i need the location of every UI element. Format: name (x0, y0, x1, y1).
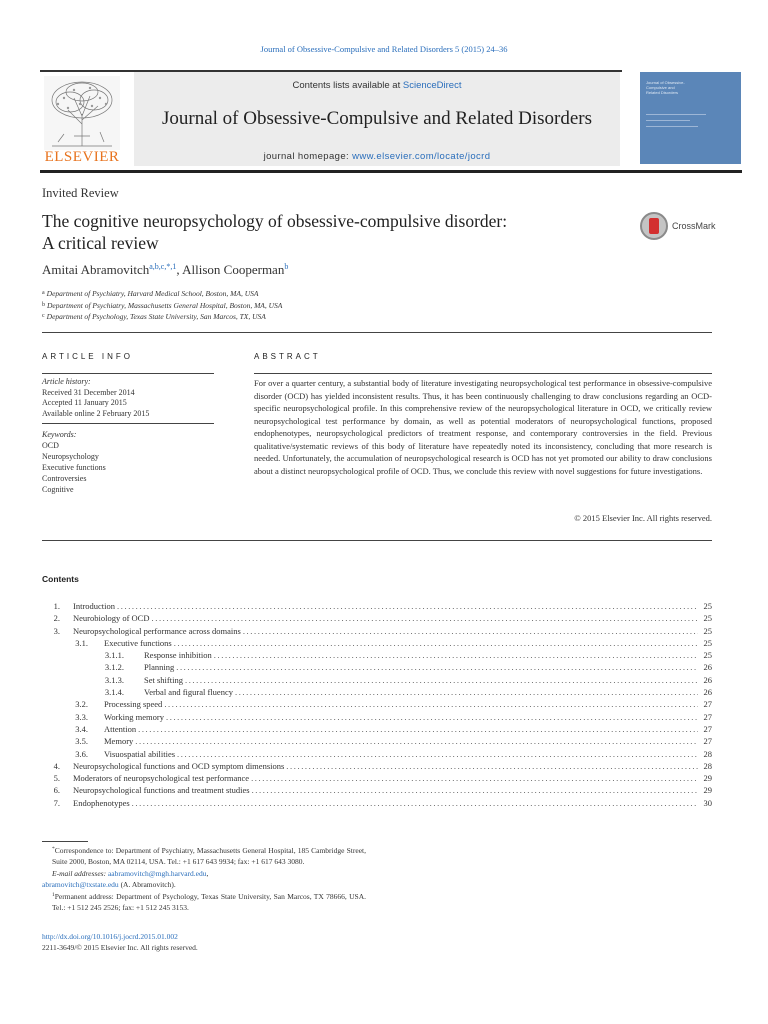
email-link[interactable]: abramovitch@txstate.edu (42, 879, 119, 889)
abstract-heading: ABSTRACT (254, 352, 321, 361)
toc-leader (115, 600, 698, 612)
title-line-1: The cognitive neuropsychology of obsessive-compulsive disorder: (42, 211, 508, 231)
crossmark-label: CrossMark (672, 221, 716, 231)
affiliation-text: Department of Psychiatry, Massachusetts General Hospital, Boston, MA, USA (47, 300, 283, 310)
accepted-date: Accepted 11 January 2015 (42, 398, 127, 407)
correspondence-footnote (42, 844, 366, 868)
footnote-mark: * (52, 846, 55, 852)
toc-number: 7. (53, 797, 60, 808)
toc-number: 3.2. (75, 699, 88, 710)
author-affiliation-marks[interactable]: b (284, 262, 289, 271)
affiliation-key: a (42, 290, 45, 296)
abstract-rule (254, 373, 712, 374)
sciencedirect-link[interactable]: ScienceDirect (402, 80, 462, 91)
journal-cover-image[interactable] (640, 72, 741, 164)
email-label: E-mail addresses: (52, 868, 107, 878)
toc-number: 2. (53, 613, 60, 624)
crossmark-button[interactable] (640, 212, 720, 242)
toc-label[interactable]: Introduction (73, 601, 116, 611)
abstract-text: For over a quarter century, a substantial body of literature investigating neuropsychological test performance in obsessive-compulsive disorder (OCD) has yielded inconsistent results. Thus, it has been continuously challenging to draw conclusions regarding an OCD-specific neuropsychological profile. In this comprehensive review of the neuropsychological literature in OCD, we critically review neuropsychological test performance by domain, as well as potential moderators of neuropsychological functions, proposed endophenotypes, neuropsychological predictors of treatment response, and contemporary controversies in the field. Previous qualitative/systematic reviews of this body of literature have repeatedly noted its inconsistency, concluding that more research is needed. Unfortunately, the accumulation of neuropsychological research is OCD has not yet promoted our ability to draw conclusions about a distinct neuropsychological profile of OCD. Thus, we conclude this review with novel suggestions for future investigations. (254, 378, 712, 476)
cover-line (646, 120, 690, 121)
toc-leader (233, 686, 698, 698)
article-info-heading: ARTICLE INFO (42, 352, 133, 361)
toc-label[interactable]: Endophenotypes (73, 797, 130, 808)
author-name[interactable]: Allison Cooperman (182, 262, 285, 277)
toc-label[interactable]: Neuropsychological functions and OCD symptom dimensions (73, 760, 285, 771)
toc-page[interactable]: 27 (703, 699, 712, 710)
toc-page[interactable]: 27 (703, 736, 712, 747)
toc-page[interactable]: 26 (703, 662, 712, 673)
author-affiliation-marks[interactable]: a,b,c,*,1 (149, 262, 177, 271)
toc-page[interactable]: 25 (703, 637, 712, 648)
toc-entry[interactable] (42, 797, 712, 809)
toc-leader (150, 612, 699, 624)
email-suffix: (A. Abramovitch). (118, 879, 176, 889)
toc-entry[interactable] (42, 735, 712, 747)
toc-leader (162, 698, 698, 710)
toc-label[interactable]: Set shifting (144, 674, 183, 685)
toc-number: 3.6. (75, 748, 88, 759)
toc-number: 3.4. (75, 723, 88, 734)
title-line-2: A critical review (42, 233, 159, 253)
toc-number: 3.1. (75, 637, 88, 648)
toc-page[interactable]: 26 (703, 674, 712, 685)
toc-label[interactable]: Working memory (104, 711, 164, 722)
permanent-address-footnote (42, 890, 366, 914)
toc-number: 3.1.2. (104, 662, 124, 673)
cover-line (646, 114, 706, 115)
toc-page[interactable]: 25 (703, 601, 712, 611)
publisher-name: ELSEVIER (44, 149, 120, 165)
toc-leader (284, 760, 698, 772)
toc-label[interactable]: Neurobiology of OCD (73, 613, 150, 624)
elsevier-tree-icon (44, 76, 120, 150)
keywords-label: Keywords: (42, 430, 77, 439)
affiliation-text: Department of Psychology, Texas State University, San Marcos, TX, USA (46, 312, 266, 321)
toc-label[interactable]: Moderators of neuropsychological test performance (73, 773, 250, 784)
toc-entry[interactable] (42, 612, 712, 624)
toc-leader (133, 735, 698, 747)
toc-entry[interactable] (42, 772, 712, 784)
journal-reference[interactable]: Journal of Obsessive-Compulsive and Related Disorders 5 (2015) 24–36 (260, 44, 508, 54)
toc-label[interactable]: Neuropsychological functions and treatment studies (73, 785, 250, 796)
author-separator: , (176, 262, 183, 277)
journal-masthead (40, 70, 742, 174)
toc-entry[interactable] (42, 748, 712, 760)
affiliation-text: Department of Psychiatry, Harvard Medical School, Boston, MA, USA (46, 289, 259, 298)
keyword: Neuropsychology (42, 452, 99, 461)
keyword: Controversies (42, 474, 87, 483)
toc-leader (241, 625, 698, 637)
toc-page[interactable]: 27 (703, 723, 712, 734)
toc-label[interactable]: Attention (104, 723, 137, 734)
article-info-rule (42, 373, 214, 374)
journal-homepage-link[interactable]: www.elsevier.com/locate/jocrd (352, 151, 491, 162)
toc-number: 4. (53, 760, 60, 771)
toc-entry[interactable] (42, 625, 712, 637)
toc-leader (136, 723, 698, 735)
online-date: Available online 2 February 2015 (42, 408, 150, 418)
toc-leader (130, 797, 698, 809)
toc-entry[interactable] (42, 723, 712, 735)
toc-number: 5. (53, 773, 60, 784)
article-title (42, 210, 602, 254)
footnote-text: Correspondence to: Department of Psychiatry, Massachusetts General Hospital, 185 Cambridge Street, Suite 2000, Boston, MA 02114, USA. Tel.: +1 617 643 9934; fax: +1 617 643 3080. (52, 846, 366, 867)
section-divider (42, 540, 712, 541)
toc-number: 3.1.4. (104, 687, 124, 698)
cover-line (646, 126, 698, 127)
masthead-center (134, 72, 620, 166)
keyword: Executive functions (42, 463, 106, 472)
contents-available-line: Contents lists available at ScienceDirect (292, 80, 462, 91)
toc-entry[interactable] (42, 760, 712, 772)
toc-page[interactable]: 25 (703, 613, 712, 624)
footnote-rule (42, 841, 88, 842)
toc-number: 6. (53, 785, 60, 796)
email-footnote-cont (42, 879, 366, 890)
keyword: Cognitive (42, 485, 74, 494)
section-divider (42, 332, 712, 333)
toc-page[interactable]: 29 (703, 785, 712, 796)
crossmark-icon (640, 212, 668, 240)
toc-page[interactable]: 25 (703, 650, 712, 661)
cover-title: Journal of Obsessive-Compulsive and Related Disorders (646, 80, 685, 95)
received-date: Received 31 December 2014 (42, 387, 135, 397)
toc-page[interactable]: 28 (703, 748, 712, 759)
toc-label[interactable]: Processing speed (104, 699, 163, 710)
toc-label[interactable]: Visuospatial abilities (104, 748, 176, 759)
masthead-bottom-rule (40, 170, 742, 173)
keywords (42, 429, 214, 495)
email-footnote: E-mail addresses: aabramovitch@mgh.harvard.edu, (52, 868, 209, 878)
toc-leader (183, 674, 698, 686)
affiliation (42, 288, 282, 300)
toc-number: 1. (53, 601, 60, 611)
affiliation (42, 311, 282, 323)
toc-label[interactable]: Neuropsychological performance across domains (73, 625, 241, 636)
affiliation-key: b (42, 301, 45, 308)
toc-entry[interactable] (42, 661, 712, 673)
author-list (42, 262, 288, 278)
toc-label[interactable]: Planning (144, 662, 175, 673)
elsevier-logo[interactable] (40, 76, 124, 168)
toc-label[interactable]: Response inhibition (144, 650, 212, 661)
contents-heading: Contents (42, 574, 79, 584)
toc-number: 3. (53, 625, 60, 636)
toc-page[interactable]: 28 (703, 760, 712, 771)
toc-entry[interactable] (42, 674, 712, 686)
toc-page[interactable]: 27 (703, 711, 712, 722)
article-history (42, 377, 214, 419)
toc-leader (250, 784, 698, 796)
toc-page[interactable]: 25 (703, 625, 712, 636)
toc-label[interactable]: Verbal and figural fluency (144, 687, 233, 698)
author-name[interactable]: Amitai Abramovitch (42, 262, 150, 277)
doi-block (42, 931, 198, 953)
article-info-rule (42, 423, 214, 424)
toc-entry[interactable] (42, 600, 712, 612)
journal-title: Journal of Obsessive-Compulsive and Related Disorders (161, 108, 593, 129)
toc-entry[interactable] (42, 686, 712, 698)
toc-page[interactable]: 26 (703, 687, 712, 698)
issn-line: 2211-3649/© 2015 Elsevier Inc. All rights reserved. (42, 943, 198, 952)
toc-entry[interactable] (42, 784, 712, 796)
email-link[interactable]: aabramovitch@mgh.harvard.edu (107, 868, 207, 878)
footnote-mark: 1 (52, 892, 55, 899)
toc-leader (174, 661, 698, 673)
toc-page[interactable]: 30 (703, 797, 712, 808)
history-label: Article history: (42, 377, 91, 386)
journal-homepage-line: journal homepage: www.elsevier.com/locate/jocrd (263, 151, 491, 162)
toc-leader (212, 649, 698, 661)
affiliations (42, 288, 282, 323)
toc-label[interactable]: Memory (104, 736, 134, 747)
article-type: Invited Review (42, 186, 119, 200)
table-of-contents (42, 600, 712, 809)
toc-number: 3.5. (75, 736, 88, 747)
toc-entry[interactable] (42, 637, 712, 649)
toc-entry[interactable] (42, 698, 712, 710)
toc-leader (249, 772, 698, 784)
toc-label[interactable]: Executive functions (104, 637, 172, 648)
toc-leader (164, 711, 698, 723)
keyword: OCD (42, 441, 59, 450)
toc-number: 3.1.1. (104, 650, 124, 661)
doi-link[interactable]: http://dx.doi.org/10.1016/j.jocrd.2015.01.002 (42, 932, 178, 941)
footnotes (42, 844, 366, 914)
toc-page[interactable]: 29 (703, 773, 712, 784)
toc-number: 3.1.3. (104, 674, 124, 685)
toc-entry[interactable] (42, 711, 712, 723)
footnote-text: Permanent address: Department of Psychology, Texas State University, San Marcos, TX 78666, USA. Tel.: +1 512 245 2526; fax: +1 512 245 3153. (52, 892, 366, 913)
affiliation (42, 300, 282, 312)
toc-leader (172, 637, 698, 649)
abstract-copyright: © 2015 Elsevier Inc. All rights reserved. (574, 513, 712, 523)
toc-leader (175, 748, 698, 760)
affiliation-key: c (42, 313, 45, 319)
toc-entry[interactable] (42, 649, 712, 661)
toc-number: 3.3. (75, 711, 88, 722)
